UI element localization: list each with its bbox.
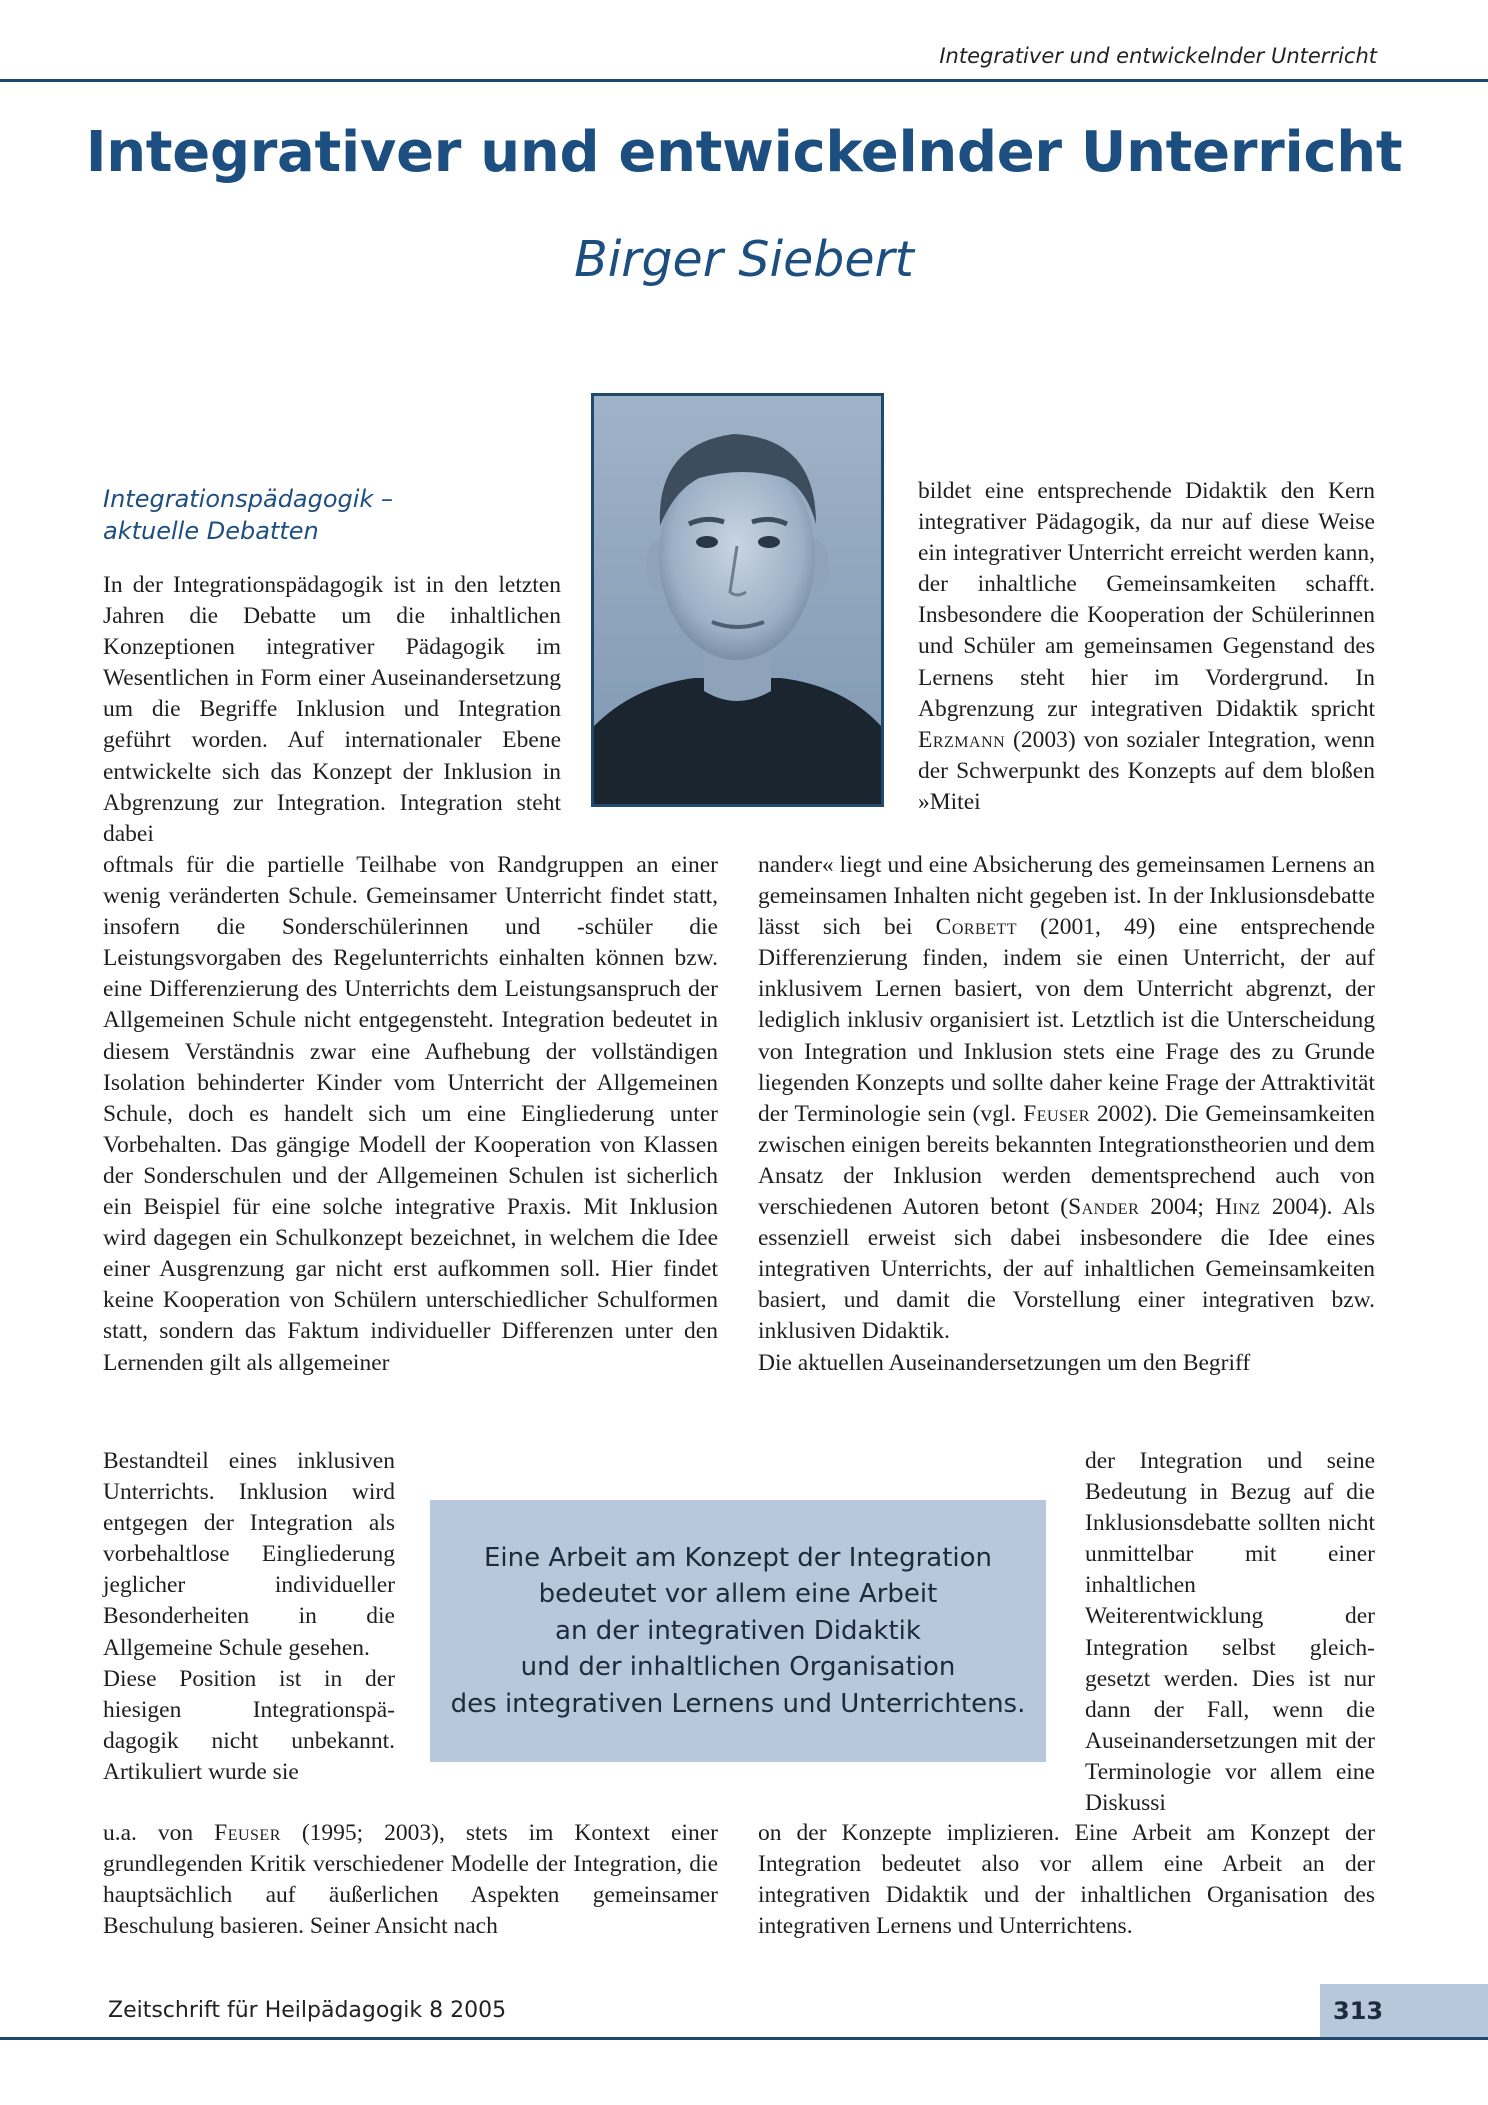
pull-quote-line: des integrativen Lernens und Unterrichtens. <box>450 1688 1026 1719</box>
paragraph: on der Konzepte implizieren. Eine Arbeit am Konzept der Integration bedeutet also vor allem eine Arbeit an der integrativen Didaktik und der inhaltlichen Organisation des integrativen Lernens und Unterrichtens. <box>758 1820 1375 1940</box>
section-heading-line-1: Integrationspädagogik – <box>103 485 393 513</box>
body-left-b <box>103 850 718 1379</box>
paragraph: In der Integrationspädagogik ist in den letzten Jahren die Debatte um die inhaltlichen Konzeptionen integrativer Pädagogik im Wesentlichen in Form einer Auseinandersetzung um die Begriffe Inklusion und Integration geführt worden. Auf internationaler Ebene entwickelte sich das Konzept der Inklusion in Abgrenzung zur Integration. Integration steht dabei <box>103 572 561 847</box>
paragraph <box>918 476 1375 818</box>
paragraph: Bestandteil eines inklusiven Unterrichts. Inklusion wird entgegen der Integration als vorbehaltlose Eingliederung jeglicher individueller Besonderheiten in die Allgemeine Schule gesehen. <box>103 1448 395 1661</box>
pull-quote-text <box>451 1540 1026 1723</box>
running-head: Integrativer und entwickelnder Unterricht <box>939 44 1377 68</box>
text-run: (2003) von sozialer Integration, wenn der Schwerpunkt des Konzepts auf dem bloßen »Mitei <box>918 726 1375 815</box>
body-left-d <box>103 1818 718 1942</box>
citation-author: Corbett <box>935 914 1018 941</box>
citation-author: Feuser <box>1023 1100 1090 1127</box>
paragraph <box>758 850 1375 1348</box>
article-author: Birger Siebert <box>574 231 914 288</box>
body-right-b <box>758 850 1375 1379</box>
text-run: (2001, 49) eine entsprechende Differenzierung finden, indem sie einen Unterricht, der auf inklusivem Lernen basiert, von dem Unterricht abgrenzt, der lediglich inklusiv organisiert ist. Letztlich ist die Unterscheidung von Integration und Inklusion stets eine Frage des zu Grunde liegenden Konzepts und sollte daher keine Frage der Attraktivität der Terminologie sein (vgl. <box>758 914 1376 1127</box>
header-rule <box>0 79 1488 82</box>
pull-quote-line: bedeutet vor allem eine Arbeit <box>538 1579 938 1610</box>
page-number: 313 <box>1333 1996 1384 2025</box>
citation-author: Hinz <box>1215 1194 1261 1221</box>
paragraph: Diese Position ist in der hiesigen Integrationspädagogik nicht unbekannt. Artikuliert wurde sie <box>103 1665 395 1785</box>
pull-quote <box>430 1500 1046 1762</box>
paragraph: der Integration und seine Bedeutung in Bezug auf die Inklusionsdebatte sollten nicht unmittelbar mit einer inhaltlichen Weiterentwicklung der Integration selbst gleichgesetzt werden. Dies ist nur dann der Fall, wenn die Auseinandersetzungen mit der Terminologie vor allem eine Diskussi <box>1085 1448 1375 1817</box>
citation-author: Erzmann <box>918 726 1006 753</box>
author-photo <box>591 393 884 807</box>
paragraph <box>103 1818 718 1942</box>
body-right-d <box>758 1818 1375 1942</box>
portrait-image <box>594 396 881 804</box>
paragraph: oftmals für die partielle Teilhabe von Randgruppen an einer wenig veränderten Schule. Gemeinsamer Unterricht findet statt, insofern die Sonderschülerinnen und -schüler die Leistungsvorgaben des Regelunterrichts einhalten können bzw. eine Differenzierung des Unterrichts dem Leistungsanspruch der Allgemeinen Schule nicht entgegensteht. Integration bedeutet in diesem Verständnis zwar eine Aufhebung der vollständigen Isolation behinderter Kinder vom Unterricht der Allgemeinen Schule, doch es handelt sich um eine Eingliederung unter Vorbehalten. Das gängige Modell der Kooperation von Klassen der Sonderschulen und der Allgemeinen Schulen ist sicherlich ein Beispiel für eine solche integrative Praxis. Mit Inklusion wird dagegen ein Schulkonzept bezeichnet, in welchem die Idee einer Ausgrenzung gar nicht erst aufkommen soll. Hier findet keine Kooperation von Schülern unterschiedlicher Schulformen statt, sondern das Faktum individueller Differenzen unter den Lernenden gilt als allgemeiner <box>103 852 718 1376</box>
text-run: bildet eine entsprechende Didaktik den Kern integrativer Pädagogik, da nur auf diese Weise ein integrativer Unterricht erreicht werden kann, der inhaltliche Gemeinsamkeiten schafft. Insbesondere die Kooperation der Schülerinnen und Schüler am gemeinsamen Gegenstand des Lernens steht hier im Vordergrund. In Abgrenzung zur integrativen Didaktik spricht <box>918 478 1375 722</box>
section-heading-line-2: aktuelle Debatten <box>103 517 319 545</box>
text-run: 2004; <box>1150 1194 1204 1221</box>
body-right-c <box>1085 1446 1375 1819</box>
page-number-box <box>1320 1984 1488 2037</box>
body-right-a <box>918 476 1375 818</box>
text-run: u.a. von <box>103 1820 194 1846</box>
footer-journal: Zeitschrift für Heilpädagogik 8 2005 <box>108 1998 507 2023</box>
body-left-c <box>103 1446 395 1788</box>
text-run: (1995; 2003), stets im Kontext einer grundlegenden Kritik verschiedener Modelle der Integration, die hauptsächlich auf äußerlichen Aspekten gemeinsamer Beschulung basieren. Seiner Ansicht nach <box>103 1820 718 1940</box>
body-left-a <box>103 570 561 850</box>
article-title: Integrativer und entwickelnder Unterricht <box>85 120 1403 185</box>
pull-quote-line: und der inhaltlichen Organisation <box>520 1652 956 1683</box>
pull-quote-line: an der integrativen Didaktik <box>555 1615 921 1646</box>
paragraph: Die aktuellen Auseinandersetzungen um den Begriff <box>758 1349 1251 1376</box>
text-run: 2002). Die Gemeinsamkeiten zwischen einigen bereits bekannten Integrationstheorien und dem Ansatz der Inklusion werden dementsprechend auch von verschiedenen Autoren betont ( <box>758 1100 1376 1221</box>
citation-author: Sander <box>1068 1194 1140 1221</box>
text-run: nander« liegt und eine Absicherung des gemeinsamen Lernens an gemeinsamen Inhalten nicht gegeben ist. In der Inklusionsdebatte lässt sich bei <box>758 852 1375 941</box>
footer-rule <box>0 2037 1488 2040</box>
citation-author: Feuser <box>214 1820 281 1846</box>
pull-quote-line: Eine Arbeit am Konzept der Integration <box>483 1542 993 1573</box>
text-run: 2004). Als essenziell erweist sich dabei insbesondere die Idee eines integrativen Unterrichts, der auf inhaltlichen Gemeinsamkeiten basiert, und damit die Vorstellung einer integrativen bzw. inklusiven Didaktik. <box>758 1194 1376 1345</box>
section-heading <box>103 483 433 547</box>
